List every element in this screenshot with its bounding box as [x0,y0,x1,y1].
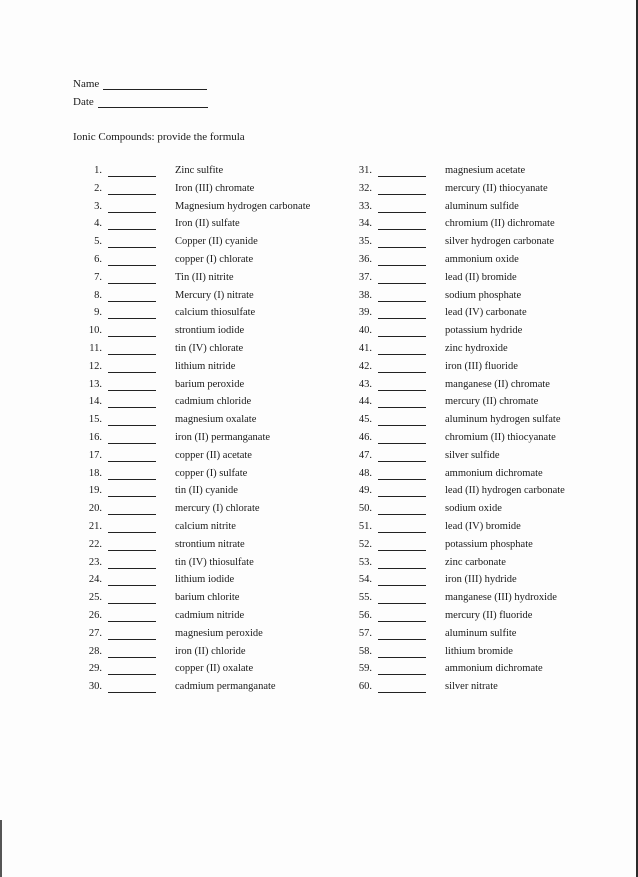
question-number: 50. [358,503,372,515]
question-row [350,628,620,646]
left-question-column [80,165,340,699]
question-row [80,361,340,379]
question-row [350,254,620,272]
question-row [350,183,620,201]
question-number: 38. [358,289,372,301]
question-number: 60. [358,681,372,693]
compound-name: Iron (II) sulfate [175,218,240,230]
answer-blank[interactable] [108,318,156,319]
question-row [80,503,340,521]
question-row [80,307,340,325]
answer-blank[interactable] [378,550,426,551]
question-number: 3. [94,200,102,212]
question-number: 57. [358,627,372,639]
answer-blank[interactable] [378,621,426,622]
answer-blank[interactable] [108,283,156,284]
compound-name: sodium oxide [445,503,502,515]
answer-blank[interactable] [378,479,426,480]
question-number: 52. [358,538,372,550]
compound-name: Tin (II) nitrite [175,271,234,283]
question-number: 19. [88,485,102,497]
date-blank[interactable] [98,97,208,108]
compound-name: lead (IV) carbonate [445,307,527,319]
question-row [350,592,620,610]
question-row [350,307,620,325]
compound-name: chromium (II) dichromate [445,218,555,230]
question-row [80,521,340,539]
question-row [350,325,620,343]
question-row [350,485,620,503]
answer-blank[interactable] [108,443,156,444]
compound-name: zinc hydroxide [445,342,508,354]
compound-name: cadmium chloride [175,396,252,408]
question-row [80,236,340,254]
compound-name: silver hydrogen carbonate [445,236,555,248]
question-row [350,450,620,468]
worksheet-title: Ionic Compounds: provide the formula [73,131,245,143]
question-row [350,610,620,628]
answer-blank[interactable] [378,657,426,658]
question-number: 46. [358,431,372,443]
question-row [350,272,620,290]
compound-name: aluminum hydrogen sulfate [445,414,561,426]
question-number: 6. [94,253,102,265]
question-number: 44. [358,396,372,408]
answer-blank[interactable] [108,568,156,569]
question-row [80,183,340,201]
question-number: 10. [88,325,102,337]
compound-name: zinc carbonate [445,556,506,568]
answer-blank[interactable] [378,568,426,569]
question-row [350,201,620,219]
question-row [350,663,620,681]
question-number: 49. [358,485,372,497]
compound-name: iron (III) fluoride [445,360,518,372]
question-number: 29. [88,663,102,675]
question-number: 26. [88,609,102,621]
answer-blank[interactable] [108,212,156,213]
question-row [350,646,620,664]
compound-name: lithium iodide [175,574,235,586]
answer-blank[interactable] [378,514,426,515]
question-number: 47. [358,449,372,461]
answer-blank[interactable] [378,639,426,640]
compound-name: lead (II) hydrogen carbonate [445,485,565,497]
name-blank[interactable] [103,79,207,90]
question-row [350,521,620,539]
question-row [350,414,620,432]
question-row [80,218,340,236]
compound-name: silver nitrate [445,681,498,693]
answer-blank[interactable] [108,496,156,497]
question-row [80,539,340,557]
question-number: 34. [358,218,372,230]
question-row [350,396,620,414]
answer-blank[interactable] [378,425,426,426]
question-number: 41. [358,342,372,354]
compound-name: aluminum sulfide [445,200,519,212]
compound-name: copper (II) oxalate [175,663,254,675]
answer-blank[interactable] [378,496,426,497]
compound-name: manganese (III) hydroxide [445,592,557,604]
answer-blank[interactable] [378,390,426,391]
question-number: 59. [358,663,372,675]
answer-blank[interactable] [108,674,156,675]
compound-name: iron (II) permanganate [175,431,271,443]
question-number: 40. [358,325,372,337]
question-number: 27. [88,627,102,639]
question-row [350,165,620,183]
question-number: 56. [358,609,372,621]
question-row [350,574,620,592]
question-row [80,343,340,361]
question-row [80,592,340,610]
question-number: 25. [88,592,102,604]
answer-blank[interactable] [108,621,156,622]
question-row [80,468,340,486]
question-number: 37. [358,271,372,283]
compound-name: silver sulfide [445,449,500,461]
compound-name: tin (II) cyanide [175,485,238,497]
question-row [350,557,620,575]
compound-name: barium peroxide [175,378,245,390]
answer-blank[interactable] [108,532,156,533]
compound-name: cadmium nitride [175,609,245,621]
answer-blank[interactable] [378,318,426,319]
compound-name: magnesium oxalate [175,414,257,426]
question-number: 30. [88,681,102,693]
question-number: 48. [358,467,372,479]
question-number: 4. [94,218,102,230]
answer-blank[interactable] [378,212,426,213]
compound-name: magnesium acetate [445,165,526,176]
compound-name: Copper (II) cyanide [175,236,258,248]
question-row [80,379,340,397]
answer-blank[interactable] [378,194,426,195]
answer-blank[interactable] [108,229,156,230]
question-row [350,343,620,361]
compound-name: mercury (II) chromate [445,396,539,408]
question-number: 39. [358,307,372,319]
answer-blank[interactable] [378,265,426,266]
question-number: 33. [358,200,372,212]
answer-blank[interactable] [108,265,156,266]
compound-name: copper (II) acetate [175,449,252,461]
question-number: 2. [94,182,102,194]
question-number: 18. [88,467,102,479]
question-row [80,325,340,343]
question-row [80,610,340,628]
answer-blank[interactable] [378,532,426,533]
answer-blank[interactable] [378,372,426,373]
name-field [73,78,207,90]
answer-blank[interactable] [108,603,156,604]
question-row [80,628,340,646]
compound-name: aluminum sulfite [445,627,517,639]
compound-name: Iron (III) chromate [175,182,255,194]
answer-blank[interactable] [378,461,426,462]
answer-blank[interactable] [108,550,156,551]
compound-name: mercury (II) thiocyanate [445,182,548,194]
answer-blank[interactable] [108,514,156,515]
question-row [350,290,620,308]
question-row [350,379,620,397]
compound-name: mercury (II) fluoride [445,609,533,621]
compound-name: mercury (I) chlorate [175,503,260,515]
compound-name: copper (I) chlorate [175,253,254,265]
question-row [80,290,340,308]
question-row [350,681,620,699]
question-number: 7. [94,271,102,283]
question-number: 9. [94,307,102,319]
answer-blank[interactable] [378,674,426,675]
question-number: 53. [358,556,372,568]
answer-blank[interactable] [108,692,156,693]
question-row [80,450,340,468]
question-number: 13. [88,378,102,390]
question-row [80,574,340,592]
question-row [80,165,340,183]
question-row [350,432,620,450]
question-number: 5. [94,236,102,248]
right-question-column [350,165,620,699]
answer-blank[interactable] [378,301,426,302]
compound-name: magnesium peroxide [175,627,263,639]
question-number: 31. [358,165,372,176]
compound-name: lithium bromide [445,645,513,657]
question-number: 36. [358,253,372,265]
question-number: 45. [358,414,372,426]
question-number: 8. [94,289,102,301]
question-row [80,254,340,272]
answer-blank[interactable] [108,194,156,195]
compound-name: manganese (II) chromate [445,378,550,390]
answer-blank[interactable] [378,443,426,444]
question-row [80,272,340,290]
scan-edge-left [0,820,2,877]
question-number: 17. [88,449,102,461]
question-row [80,396,340,414]
question-number: 23. [88,556,102,568]
question-row [80,414,340,432]
question-number: 14. [88,396,102,408]
question-number: 51. [358,520,372,532]
compound-name: calcium nitrite [175,520,236,532]
question-number: 32. [358,182,372,194]
answer-blank[interactable] [378,407,426,408]
answer-blank[interactable] [108,176,156,177]
compound-name: cadmium permanganate [175,681,276,693]
question-row [80,432,340,450]
question-number: 20. [88,503,102,515]
answer-blank[interactable] [378,692,426,693]
question-number: 35. [358,236,372,248]
date-field [73,96,208,108]
question-number: 24. [88,574,102,586]
answer-blank[interactable] [378,336,426,337]
compound-name: potassium hydride [445,325,523,337]
compound-name: Zinc sulfite [175,165,224,176]
answer-blank[interactable] [378,247,426,248]
answer-blank[interactable] [108,301,156,302]
compound-name: iron (II) chloride [175,645,246,657]
compound-name: ammonium dichromate [445,467,543,479]
question-row [350,218,620,236]
answer-blank[interactable] [108,354,156,355]
question-number: 58. [358,645,372,657]
compound-name: lithium nitride [175,360,236,372]
question-number: 12. [88,360,102,372]
answer-blank[interactable] [378,176,426,177]
answer-blank[interactable] [378,229,426,230]
compound-name: ammonium oxide [445,253,519,265]
date-label: Date [73,96,94,108]
answer-blank[interactable] [108,657,156,658]
question-row [350,539,620,557]
question-number: 21. [88,520,102,532]
compound-name: Magnesium hydrogen carbonate [175,200,311,212]
compound-name: potassium phosphate [445,538,533,550]
question-number: 54. [358,574,372,586]
compound-name: sodium phosphate [445,289,522,301]
answer-blank[interactable] [108,585,156,586]
answer-blank[interactable] [108,336,156,337]
question-row [80,663,340,681]
compound-name: strontium iodide [175,325,245,337]
question-row [350,361,620,379]
compound-name: calcium thiosulfate [175,307,256,319]
answer-blank[interactable] [378,354,426,355]
answer-blank[interactable] [378,585,426,586]
compound-name: tin (IV) chlorate [175,342,244,354]
compound-name: iron (III) hydride [445,574,517,586]
question-number: 42. [358,360,372,372]
answer-blank[interactable] [108,372,156,373]
answer-blank[interactable] [108,390,156,391]
compound-name: chromium (II) thiocyanate [445,431,556,443]
compound-name: tin (IV) thiosulfate [175,556,254,568]
answer-blank[interactable] [108,407,156,408]
question-number: 1. [94,165,102,176]
answer-blank[interactable] [108,425,156,426]
answer-blank[interactable] [378,283,426,284]
question-row [80,485,340,503]
question-number: 16. [88,431,102,443]
question-row [80,201,340,219]
question-row [80,681,340,699]
answer-blank[interactable] [108,461,156,462]
question-number: 15. [88,414,102,426]
compound-name: lead (IV) bromide [445,520,521,532]
question-number: 11. [89,342,102,354]
answer-blank[interactable] [108,639,156,640]
compound-name: copper (I) sulfate [175,467,248,479]
question-number: 43. [358,378,372,390]
compound-name: lead (II) bromide [445,271,517,283]
answer-blank[interactable] [378,603,426,604]
compound-name: strontium nitrate [175,538,245,550]
compound-name: ammonium dichromate [445,663,543,675]
question-number: 22. [88,538,102,550]
answer-blank[interactable] [108,479,156,480]
question-row [80,557,340,575]
answer-blank[interactable] [108,247,156,248]
question-row [350,503,620,521]
compound-name: barium chlorite [175,592,240,604]
question-number: 28. [88,645,102,657]
name-label: Name [73,78,100,90]
question-row [350,468,620,486]
question-number: 55. [358,592,372,604]
question-row [80,646,340,664]
compound-name: Mercury (I) nitrate [175,289,254,301]
question-row [350,236,620,254]
